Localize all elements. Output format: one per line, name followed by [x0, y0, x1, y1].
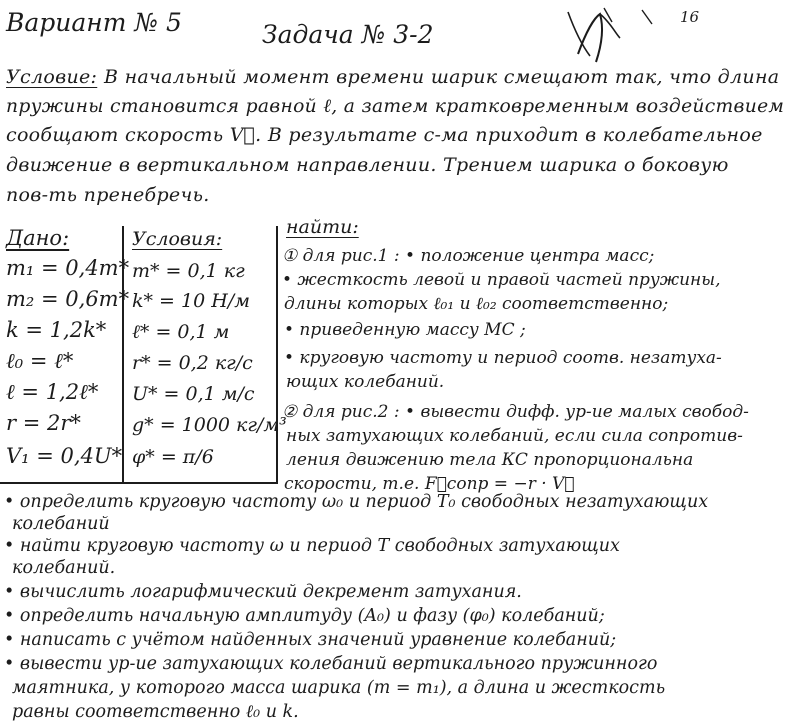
condition-line: пов-ть пренебречь. [6, 184, 210, 206]
find-label: найти: [286, 216, 359, 238]
given-item: k = 1,2k* [6, 318, 107, 342]
condition-line: пружины становится равной ℓ, а затем кратковременным воздействием [6, 96, 785, 117]
task-line: • вычислить логарифмический декремент затухания. [4, 582, 522, 602]
given-label: Дано: [6, 226, 70, 250]
condition-line: движение в вертикальном направлении. Трением шарика о боковую [6, 154, 729, 176]
condition-line: В начальный момент времени шарик смещают так, что длина [104, 66, 780, 88]
task-line: равны соответственно ℓ₀ и k. [12, 702, 299, 722]
task-line: • определить начальную амплитуду (A₀) и фазу (φ₀) колебаний; [4, 606, 605, 626]
task-title: Задача № 3-2 [262, 20, 434, 49]
grade-mark: 16 [680, 8, 700, 26]
find-line: ① для рис.1 : • положение центра масс; [282, 246, 655, 266]
find-line: ных затухающих колебаний, если сила сопротив- [286, 426, 743, 446]
task-line: колебаний. [12, 558, 116, 578]
find-line: ления движению тела КС пропорциональна [286, 450, 694, 470]
conditions-label: Условия: [132, 228, 223, 250]
find-line: • приведенную массу МС ; [284, 320, 526, 340]
table-bottom-line [0, 482, 278, 484]
find-line: • жесткость левой и правой частей пружины, [282, 270, 721, 290]
find-line: ющих колебаний. [286, 372, 445, 392]
conditions-item: ℓ* = 0,1 м [132, 321, 230, 343]
conditions-item: φ* = π/6 [132, 446, 214, 468]
signature-mark [560, 4, 670, 66]
given-item: ℓ = 1,2ℓ* [6, 380, 99, 404]
conditions-item: k* = 10 Н/м [132, 290, 250, 312]
find-line: • круговую частоту и период соотв. незатуха- [284, 348, 722, 368]
find-divider [276, 226, 278, 482]
conditions-item: r* = 0,2 кг/с [132, 352, 253, 374]
find-line: ② для рис.2 : • вывести дифф. ур-ие малых свобод- [282, 402, 749, 422]
given-item: m₁ = 0,4m* [6, 256, 130, 280]
variant-title: Вариант № 5 [6, 8, 182, 37]
conditions-item: U* = 0,1 м/с [132, 383, 255, 405]
find-line: длины которых ℓ₀₁ и ℓ₀₂ соответственно; [284, 294, 669, 314]
given-item: V₁ = 0,4U* [6, 444, 123, 468]
task-line: • определить круговую частоту ω₀ и период T₀ свободных незатухающих [4, 492, 709, 512]
task-line: колебаний [12, 514, 110, 534]
given-item: r = 2r* [6, 411, 81, 435]
conditions-item: m* = 0,1 кг [132, 260, 245, 282]
task-line: • найти круговую частоту ω и период T свободных затухающих [4, 536, 620, 556]
given-item: m₂ = 0,6m* [6, 287, 130, 311]
task-line: маятника, у которого масса шарика (m = m₁), а длина и жесткость [12, 678, 666, 698]
condition-label: Условие: [6, 66, 98, 88]
find-line: скорости, т.е. F⃗сопр = −r · V⃗ [284, 474, 575, 494]
given-item: ℓ₀ = ℓ* [6, 349, 74, 373]
task-line: • вывести ур-ие затухающих колебаний вертикального пружинного [4, 654, 658, 674]
task-line: • написать с учётом найденных значений уравнение колебаний; [4, 630, 617, 650]
condition-line: сообщают скорость V⃗. В результате с-ма приходит в колебательное [6, 124, 763, 146]
conditions-item: g* = 1000 кг/м³ [132, 414, 287, 436]
